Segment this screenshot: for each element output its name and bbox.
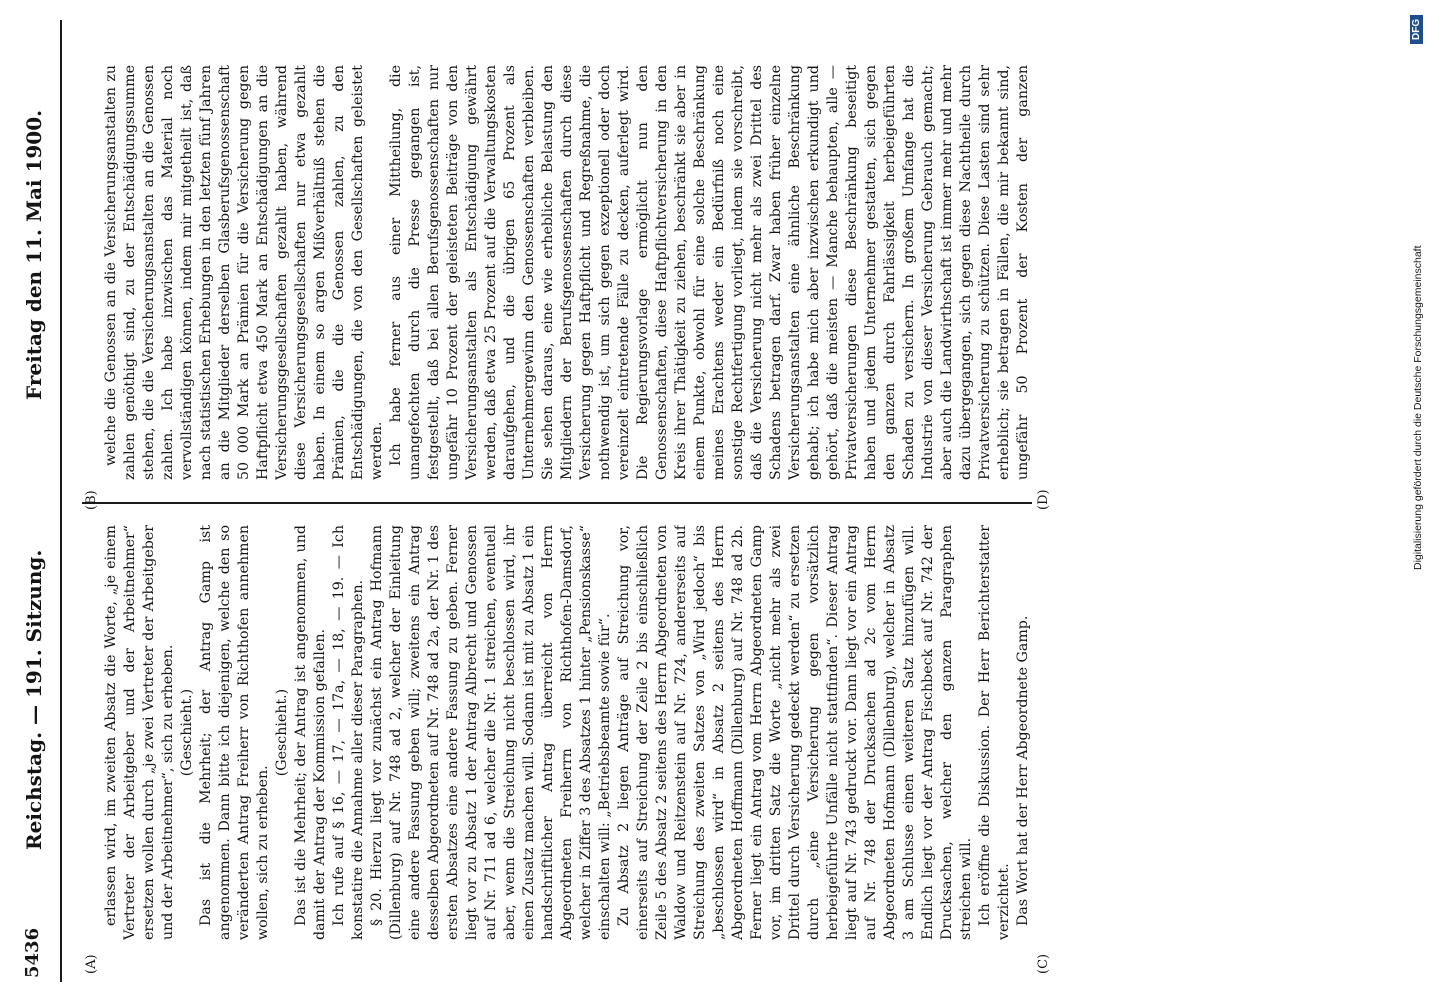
- paragraph: § 20. Hierzu liegt vor zunächst ein Antrag Hofmann (Dillenburg) auf Nr. 748 ad 2, welcher der Einleitung eine andere Fassung geben will; zweitens ein Antrag desselben Abgeordneten auf Nr. 748 ad 2a, der Nr. 1 des ersten Absatzes eine andere Fassung zu geben. Ferner liegt vor zu Absatz 1 der Antrag Albrecht und Genossen auf Nr. 711 ad 6, welcher die Nr. 1 streichen, eventuell aber, wenn die Streichung nicht beschlossen wird, ihr einen Zusatz machen will. Sodann ist mit zu Absatz 1 ein handschriftlicher Antrag überreicht von Herrn Abgeordneten Freiherrn von Richthofen-Damsdorf, welcher in Ziffer 3 des Absatzes 1 hinter „Pensionskasse“ einschalten will: „Betriebsbeamte sowie für“.: [369, 525, 613, 940]
- running-head-right: Freitag den 11. Mai 1900.: [22, 109, 46, 400]
- paragraph: Ich eröffne die Diskussion. Der Herr Berichterstatter verzichtet.: [977, 525, 1012, 940]
- paragraph: Das ist die Mehrheit; der Antrag Gamp ist angenommen. Dann bitte ich diejenigen, welche den so veränderten Antrag Freiherr von Richthofen annehmen wollen, sich zu erheben.: [198, 525, 271, 940]
- paragraph: erlassen wird, im zweiten Absatz die Worte, „je einem Vertreter der Arbeitgeber und der Arbeitnehmer“ ersetzen wollen durch „je zwei Vertreter der Arbeitgeber und der Arbeitnehmer“, sich zu erheben.: [103, 525, 176, 940]
- paragraph: Zu Absatz 2 liegen Anträge auf Streichung vor, einerseits auf Streichung der Zeile 2 bis einschließlich Zeile 5 des Absatz 2 seitens des Herrn Abgeordneten von Waldow und Reitzenstein auf Nr. 724, andererseits auf Streichung des zweiten Satzes von „Wird jedoch“ bis „beschlossen wird“ in Absatz 2 seitens des Herrn Abgeordneten Hoffmann (Dillenburg) auf Nr. 748 ad 2b. Ferner liegt ein Antrag vom Herrn Abgeordneten Gamp vor, im dritten Satz die Worte „nicht mehr als zwei Drittel durch Versicherung gedeckt werden“ zu ersetzen durch „eine Versicherung gegen vorsätzlich herbeigeführte Unfälle nicht stattfinden“. Dieser Antrag liegt auf Nr. 743 gedruckt vor. Dann liegt vor ein Antrag auf Nr. 748 der Drucksachen ad 2c vom Herrn Abgeordneten Hofmann (Dillenburg), welcher in Absatz 3 am Schlusse einen weiteren Satz hinzufügen will. Endlich liegt vor der Antrag Fischbeck auf Nr. 742 der Drucksachen, welcher den ganzen Paragraphen streichen will.: [616, 525, 974, 940]
- paragraph: welche die Genossen an die Versicherungsanstalten zu zahlen genöthigt sind, zu der Entschädigungssumme stehen, die die Versicherungsanstalten an die Genossen zahlen. Ich habe inzwischen das Material noch vervollständigen können, indem mir mitgetheilt ist, daß nach statistischen Erhebungen in den letzten fünf Jahren an die Mitglieder derselben Glasberufsgenossenschaft 50 000 Mark an Prämien für die Versicherung gegen Haftpflicht etwa 450 Mark an Entschädigungen an die Versicherungsgesellschaften gezahlt haben, während diese Versicherungsgesellschaften nur etwa gezahlt haben. In einem so argen Mißverhältniß stehen die Prämien, die die Genossen zahlen, zu den Entschädigungen, die von den Gesellschaften geleistet werden.: [103, 65, 385, 480]
- margin-mark-c: (C): [1036, 953, 1051, 974]
- page-number: 5436: [22, 927, 43, 978]
- digitization-credit: Digitalisierung gefördert durch die Deutsche Forschungsgemeinschaft: [1412, 245, 1424, 570]
- paragraph: Ich habe ferner aus einer Mittheilung, die unangefochten durch die Presse gegangen ist, festgestellt, daß bei allen Berufsgenossenschaften nur ungefähr 10 Prozent der geleisteten Beiträge von den Versicherungsanstalten als Entschädigung gewährt werden, daß etwa 25 Prozent auf die Verwaltungskosten daraufgehen, und die übrigen 65 Prozent als Unternehmergewinn den Genossenschaften verbleiben. Sie sehen daraus, eine wie erhebliche Belastung den Mitgliedern der Berufsgenossenschaften durch diese Versicherung gegen Haftpflicht und Regreßnahme, die nothwendig ist, um sich gegen exzeptionell oder doch vereinzelt eintretende Fälle zu decken, auferlegt wird. Die Regierungsvorlage ermöglicht nun den Genossenschaften, diese Haftpflichtversicherung in den Kreis ihrer Thätigkeit zu ziehen, beschränkt sie aber in einem Punkte, obwohl für eine solche Beschränkung meines Erachtens weder ein Bedürfniß noch eine sonstige Rechtfertigung vorliegt, indem sie vorschreibt, daß die Versicherung nicht mehr als zwei Drittel des Schadens betragen darf. Zwar haben früher einzelne Versicherungsanstalten eine ähnliche Beschränkung gehabt; ich habe mich aber inzwischen erkundigt und gehört, daß die meisten — Manche behaupten, alle — Privatversicherungen diese Beschränkung beseitigt haben und jedem Unternehmer gestatten, sich gegen den ganzen durch Fahrlässigkeit herbeigeführten Schaden zu versichern. In großem Umfange hat die Industrie von dieser Versicherung Gebrauch gemacht; aber auch die Landwirthschaft ist immer mehr und mehr dazu übergegangen, sich gegen diese Nachtheile durch Privatversicherung zu schützen. Diese Lasten sind sehr erheblich; sie betragen in Fällen, die mir bekannt sind, ungefähr 50 Prozent der Kosten der ganzen: [388, 65, 1031, 480]
- margin-mark-d: (D): [1036, 489, 1051, 510]
- margin-mark-b: (B): [84, 490, 99, 510]
- margin-mark-a: (A): [84, 954, 99, 974]
- stage-direction: (Geschieht.): [179, 688, 195, 777]
- dfg-logo: DFG: [1410, 15, 1423, 44]
- stage-direction: (Geschieht.): [274, 688, 290, 777]
- left-column: [102, 525, 1032, 940]
- header-rule: [60, 20, 62, 982]
- running-head-left: Reichstag. — 191. Sitzung.: [22, 549, 46, 850]
- paragraph: Das ist die Mehrheit; der Antrag ist angenommen, und damit der Antrag der Kommission gefallen.: [293, 525, 328, 940]
- right-column: [102, 65, 1032, 480]
- paragraph: Ich rufe auf § 16, — 17, — 17a, — 18, — 19. — Ich konstatire die Annahme aller dieser Paragraphen.: [331, 525, 366, 940]
- column-divider: [82, 502, 1032, 504]
- paragraph: Das Wort hat der Herr Abgeordnete Gamp.: [1015, 615, 1031, 926]
